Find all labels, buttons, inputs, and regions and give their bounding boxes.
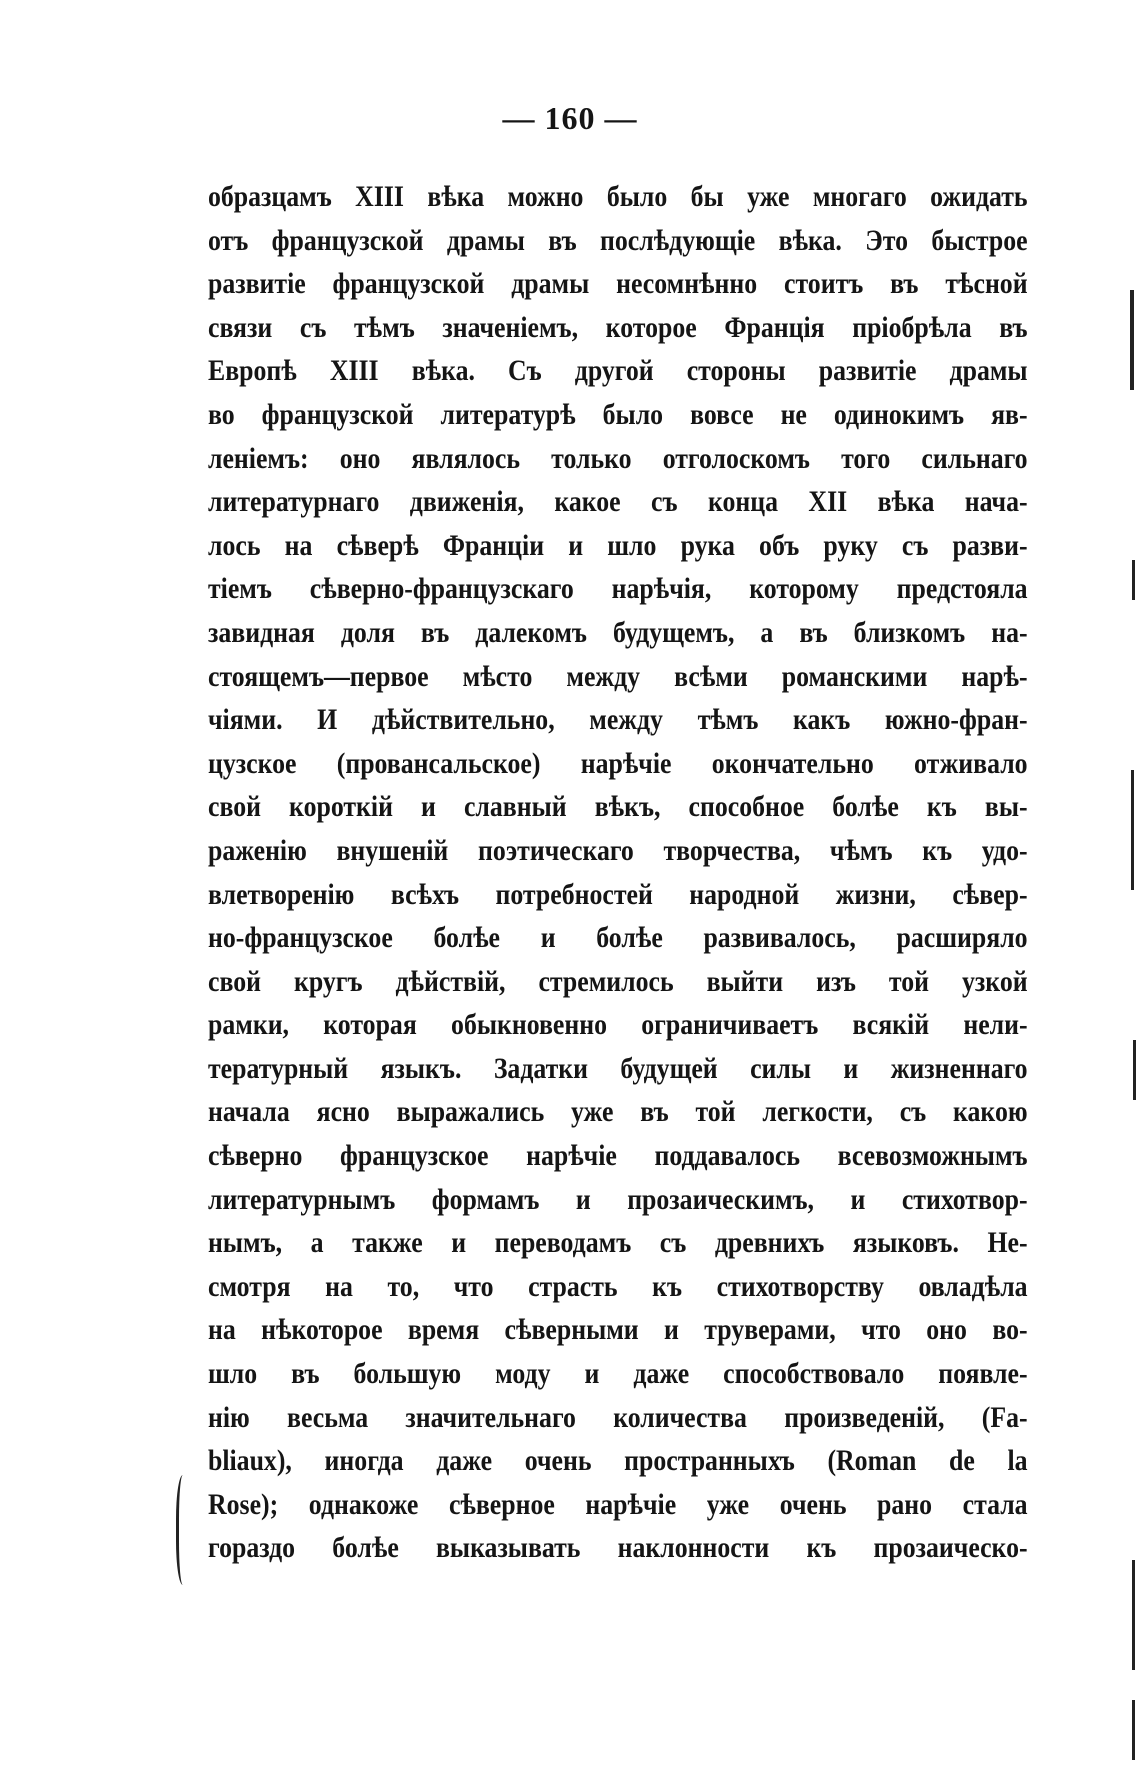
text-line: лось на сѣверѣ Франціи и шло рука объ руку съ разви- bbox=[208, 528, 1028, 562]
text-line: во французской литературѣ было вовсе не одинокимъ яв- bbox=[208, 397, 1028, 431]
text-line: смотря на то, что страсть къ стихотворству овладѣла bbox=[208, 1269, 1028, 1303]
right-edge-mark bbox=[1132, 1560, 1135, 1670]
text-line: развитіе французской драмы несомнѣнно стоитъ въ тѣсной bbox=[208, 267, 1028, 301]
text-line: литературнымъ формамъ и прозаическимъ, и стихотвор- bbox=[208, 1182, 1028, 1216]
text-line: отъ французской драмы въ послѣдующіе вѣка. Это быстрое bbox=[208, 223, 1028, 257]
text-line: влетворенію всѣхъ потребностей народной жизни, сѣвер- bbox=[208, 877, 1028, 911]
text-line: завидная доля въ далекомъ будущемъ, а въ близкомъ на- bbox=[208, 615, 1028, 649]
text-line: тературный языкъ. Задатки будущей силы и жизненнаго bbox=[208, 1051, 1028, 1085]
text-line: bliaux), иногда даже очень пространныхъ (Roman de la bbox=[208, 1444, 1028, 1478]
text-line: гораздо болѣе выказывать наклонности къ прозаическо- bbox=[208, 1531, 1028, 1565]
text-line: рамки, которая обыкновенно ограничиваетъ всякій нели- bbox=[208, 1008, 1028, 1042]
text-line: тіемъ сѣверно-французскаго нарѣчія, которому предстояла bbox=[208, 572, 1028, 606]
text-line: но-французское болѣе и болѣе развивалось, расширяло bbox=[208, 921, 1028, 955]
text-line: раженію внушеній поэтическаго творчества, чѣмъ къ удо- bbox=[208, 833, 1028, 867]
text-line: свой кругъ дѣйствій, стремилось выйти изъ той узкой bbox=[208, 964, 1028, 998]
text-line: Rose); однакоже сѣверное нарѣчіе уже очень рано стала bbox=[208, 1487, 1028, 1521]
text-line: образцамъ XIII вѣка можно было бы уже многаго ожидать bbox=[208, 180, 1028, 213]
text-line: на нѣкоторое время сѣверными и труверами, что оно во- bbox=[208, 1313, 1028, 1347]
text-line: Европѣ XIII вѣка. Съ другой стороны развитіе драмы bbox=[208, 354, 1028, 388]
body-text bbox=[208, 175, 1028, 1570]
text-line: стоящемъ—первое мѣсто между всѣми романскими нарѣ- bbox=[208, 659, 1028, 693]
text-line: леніемъ: оно являлось только отголоскомъ того сильнаго bbox=[208, 441, 1028, 475]
text-line: чіями. И дѣйствительно, между тѣмъ какъ южно-фран- bbox=[208, 703, 1028, 737]
text-line: сѣверно французское нарѣчіе поддавалось всевозможнымъ bbox=[208, 1139, 1028, 1173]
right-edge-mark bbox=[1132, 560, 1135, 600]
text-line: литературнаго движенія, какое съ конца XII вѣка нача- bbox=[208, 485, 1028, 519]
text-line: нію весьма значительнаго количества произведеній, (Fa- bbox=[208, 1400, 1028, 1434]
text-line: цузское (провансальское) нарѣчіе окончательно отживало bbox=[208, 746, 1028, 780]
text-line: свой короткій и славный вѣкъ, способное болѣе къ вы- bbox=[208, 790, 1028, 824]
text-line: нымъ, а также и переводамъ съ древнихъ языковъ. Не- bbox=[208, 1226, 1028, 1260]
right-edge-mark bbox=[1133, 1040, 1136, 1100]
right-edge-mark bbox=[1131, 770, 1134, 890]
right-edge-mark bbox=[1132, 1700, 1135, 1760]
right-edge-mark bbox=[1130, 290, 1134, 390]
text-line: связи съ тѣмъ значеніемъ, которое Франція пріобрѣла въ bbox=[208, 310, 1028, 344]
margin-bracket-mark bbox=[176, 1475, 193, 1585]
text-line: начала ясно выражались уже въ той легкости, съ какою bbox=[208, 1095, 1028, 1129]
page-number: — 160 — bbox=[502, 100, 638, 136]
text-line: шло въ большую моду и даже способствовало появле- bbox=[208, 1357, 1028, 1391]
